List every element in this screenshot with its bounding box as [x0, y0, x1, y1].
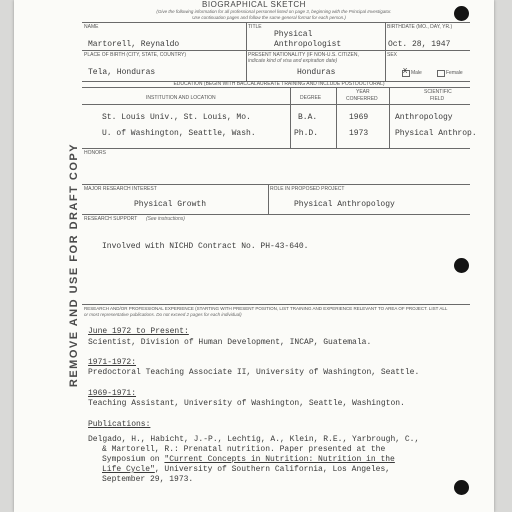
- exp-1-text: Scientist, Division of Human Development, INCAP, Guatemala.: [88, 338, 372, 347]
- female-checkbox[interactable]: [437, 70, 445, 77]
- col-field: FIELD: [430, 96, 445, 102]
- publication-title-part-1: "Current Concepts in Nutrition: Nutrition in the: [164, 455, 395, 464]
- form-sheet: [14, 0, 494, 512]
- col-institution: INSTITUTION AND LOCATION: [146, 95, 216, 101]
- form-instructions-1: (Give the following information for all professional personnel listed on page 3, beginning with the Principal Investigator.: [156, 9, 392, 14]
- title-value-1: Physical: [274, 30, 313, 39]
- edu-row-1-institution: St. Louis Univ., St. Louis, Mo.: [102, 113, 251, 122]
- col-scientific: SCIENTIFIC: [424, 89, 452, 95]
- punch-hole-top: [454, 6, 469, 21]
- publication-line-3: [102, 455, 395, 464]
- publication-line-4b: , University of Southern California, Los Angeles,: [154, 465, 391, 474]
- honors-label: HONORS: [84, 150, 106, 156]
- punch-hole-middle: [454, 258, 469, 273]
- col-year: YEAR: [356, 89, 370, 95]
- birthplace-value: Tela, Honduras: [88, 68, 156, 77]
- edu-row-1-degree: B.A.: [298, 113, 318, 122]
- exp-3-text: Teaching Assistant, University of Washington, Seattle, Washington.: [88, 399, 405, 408]
- edu-row-2-year: 1973: [349, 129, 369, 138]
- edu-row-2-degree: Ph.D.: [294, 129, 319, 138]
- birthdate-label: BIRTHDATE (MO., DAY, YR.): [387, 24, 453, 30]
- form-title: BIOGRAPHICAL SKETCH: [202, 0, 306, 9]
- title-label: TITLE: [248, 24, 262, 30]
- publications-heading: Publications:: [88, 420, 151, 429]
- sex-label: SEX: [387, 52, 398, 58]
- experience-label-2: or most representative publications. Do not exceed 2 pages for each individual): [84, 312, 242, 317]
- name-label: NAME: [84, 24, 99, 30]
- birthplace-label: PLACE OF BIRTH (CITY, STATE, COUNTRY): [84, 52, 187, 58]
- punch-hole-bottom: [454, 480, 469, 495]
- publication-line-5: September 29, 1973.: [102, 475, 194, 484]
- male-checkbox[interactable]: [402, 70, 410, 77]
- name-value: Martorell, Reynaldo: [88, 40, 180, 49]
- edu-row-1-field: Anthropology: [395, 113, 453, 122]
- male-check-mark: X: [403, 68, 408, 76]
- publication-title-part-2: Life Cycle": [102, 465, 155, 474]
- major-research-value: Physical Growth: [134, 200, 207, 209]
- nationality-label-2: indicate kind of visa and expiration date): [248, 58, 338, 64]
- nationality-value: Honduras: [297, 68, 336, 77]
- education-header: EDUCATION (BEGIN WITH BACCALAUREATE TRAINING AND INCLUDE POSTDOCTORAL): [173, 81, 385, 87]
- role-value: Physical Anthropology: [294, 200, 395, 209]
- major-research-label: MAJOR RESEARCH INTEREST: [84, 186, 157, 192]
- publication-line-2: & Martorell, R.: Prenatal nutrition. Paper presented at the: [102, 445, 386, 454]
- nationality-label: PRESENT NATIONALITY (IF NON-U.S. CITIZEN,: [248, 52, 359, 58]
- exp-1-period: June 1972 to Present:: [88, 327, 189, 336]
- col-degree: DEGREE: [300, 95, 322, 101]
- experience-label-1: RESEARCH AND/OR PROFESSIONAL EXPERIENCE (STARTING WITH PRESENT POSITION, LIST TRAINING AND EXPERIENCE RELEVANT TO AREA OF PROJECT. LIST ALL: [84, 306, 448, 311]
- role-label: ROLE IN PROPOSED PROJECT: [270, 186, 345, 192]
- publication-line-1: Delgado, H., Habicht, J.-P., Lechtig, A., Klein, R.E., Yarbrough, C.,: [88, 435, 420, 444]
- birthdate-value: Oct. 28, 1947: [388, 40, 451, 49]
- exp-2-text: Predoctoral Teaching Associate II, University of Washington, Seattle.: [88, 368, 420, 377]
- edu-row-2-institution: U. of Washington, Seattle, Wash.: [102, 129, 256, 138]
- col-conferred: CONFERRED: [346, 96, 378, 102]
- title-value-2: Anthropologist: [274, 40, 342, 49]
- exp-3-period: 1969-1971:: [88, 389, 137, 398]
- research-support-value: Involved with NICHD Contract No. PH-43-640.: [102, 242, 309, 251]
- research-support-note: (See instructions): [146, 216, 185, 222]
- side-label: REMOVE AND USE FOR DRAFT COPY: [68, 142, 80, 388]
- research-support-label: RESEARCH SUPPORT: [84, 216, 138, 222]
- female-label: Female: [446, 70, 463, 76]
- edu-row-1-year: 1969: [349, 113, 369, 122]
- form-instructions-2: Use continuation pages and follow the same general format for each person.): [192, 15, 346, 20]
- exp-2-period: 1971-1972:: [88, 358, 137, 367]
- male-label: Male: [411, 70, 422, 76]
- publication-line-3a: Symposium on: [102, 455, 165, 464]
- publication-line-4: [102, 465, 390, 474]
- edu-row-2-field: Physical Anthrop.: [395, 129, 477, 138]
